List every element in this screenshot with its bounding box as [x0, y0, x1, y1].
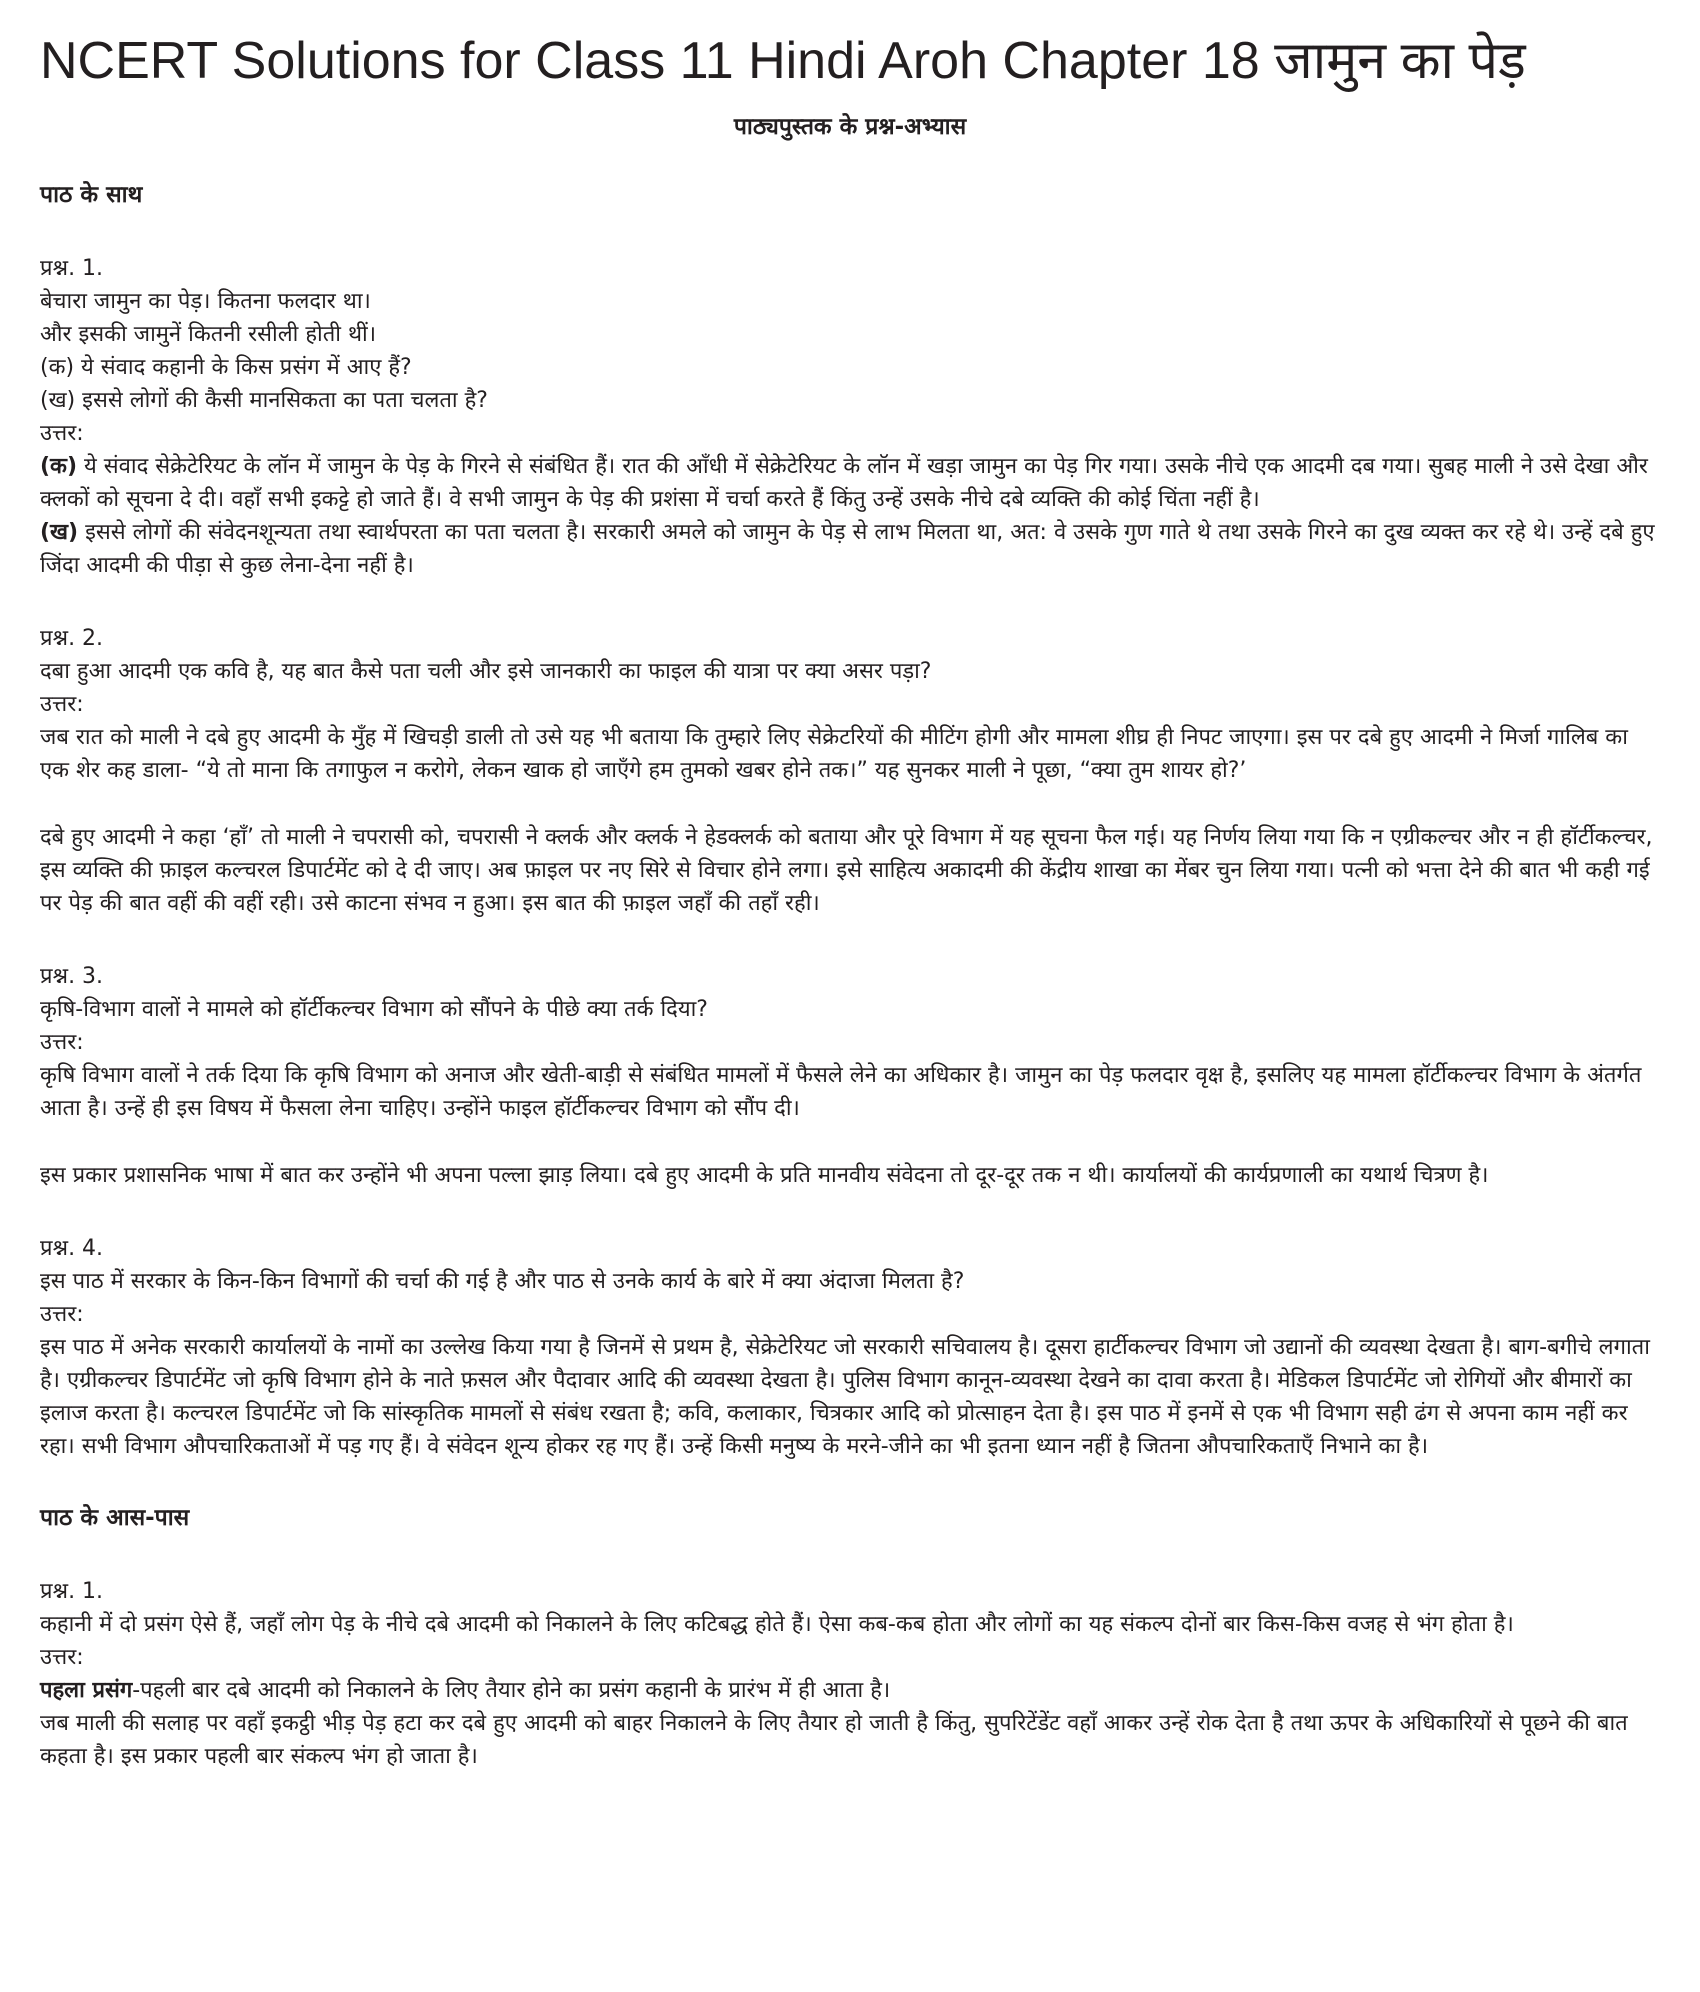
answer-part-label: पहला प्रसंग: [40, 1678, 133, 1703]
question-line: कृषि-विभाग वालों ने मामले को हॉर्टीकल्चर विभाग को सौंपने के पीछे क्या तर्क दिया?: [40, 997, 708, 1022]
answer-paragraph: [40, 1674, 1660, 1707]
question-line: कहानी में दो प्रसंग ऐसे हैं, जहाँ लोग पेड़ के नीचे दबे आदमी को निकालने के लिए कटिबद्ध होते हैं। ऐसा कब-कब होता और लोगों का यह संकल्प दोनों बार किस-किस वजह से भंग होता है।: [40, 1612, 1514, 1637]
paragraph-gap: [40, 1125, 1660, 1159]
answer-paragraph: [40, 516, 1660, 582]
question-block: [40, 622, 1660, 920]
answer-paragraph: इस प्रकार प्रशासनिक भाषा में बात कर उन्होंने भी अपना पल्ला झाड़ लिया। दबे हुए आदमी के प्रति मानवीय संवेदना तो दूर-दूर तक न थी। कार्यालयों की कार्यप्रणाली का यथार्थ चित्रण है।: [40, 1163, 1489, 1188]
question-block: [40, 1575, 1660, 1773]
question-number: प्रश्न. 1.: [40, 256, 104, 281]
question-number: प्रश्न. 2.: [40, 626, 104, 651]
question-block: [40, 1232, 1660, 1463]
answer-text: -पहली बार दबे आदमी को निकालने के लिए तैयार होने का प्रसंग कहानी के प्रारंभ में ही आता है।: [132, 1678, 891, 1703]
answer-label: उत्तर:: [40, 1302, 84, 1327]
answer-paragraph: जब माली की सलाह पर वहाँ इकट्ठी भीड़ पेड़ हटा कर दबे हुए आदमी को बाहर निकालने के लिए तैयार हो जाती है किंतु, सुपरिटेंडेंट वहाँ आकर उन्हें रोक देता है तथा ऊपर के अधिकारियों से पूछने की बात कहता है। इस प्रकार पहली बार संकल्प भंग हो जाता है।: [40, 1711, 1628, 1769]
section-heading: पाठ के साथ: [40, 182, 143, 208]
answer-label: उत्तर:: [40, 692, 84, 717]
answer-label: उत्तर:: [40, 421, 84, 446]
answer-paragraph: दबे हुए आदमी ने कहा ‘हाँ’ तो माली ने चपरासी को, चपरासी ने क्लर्क और क्लर्क ने हेडक्लर्क को बताया और पूरे विभाग में यह सूचना फैल गई। यह निर्णय लिया गया कि न एग्रीकल्चर और न ही हॉर्टीकल्चर, इस व्यक्ति की फ़ाइल कल्चरल डिपार्टमेंट को दे दी जाए। अब फ़ाइल पर नए सिरे से विचार होने लगा। इसे साहित्य अकादमी की केंद्रीय शाखा का मेंबर चुन लिया गया। पत्नी को भत्ता देने की बात भी कही गई पर पेड़ की बात वहीं की वहीं रही। उसे काटना संभव न हुआ। इस बात की फ़ाइल जहाँ की तहाँ रही।: [40, 825, 1653, 916]
paragraph-gap: [40, 787, 1660, 821]
page-subtitle: पाठ्यपुस्तक के प्रश्न-अभ्यास: [733, 114, 967, 140]
question-line: दबा हुआ आदमी एक कवि है, यह बात कैसे पता चली और इसे जानकारी का फाइल की यात्रा पर क्या असर पड़ा?: [40, 659, 932, 684]
question-line: (क) ये संवाद कहानी के किस प्रसंग में आए हैं?: [40, 355, 412, 380]
answer-paragraph: [40, 450, 1660, 516]
answer-part-label: (क): [40, 454, 78, 479]
question-number: प्रश्न. 1.: [40, 1579, 104, 1604]
question-line: बेचारा जामुन का पेड़। कितना फलदार था।: [40, 289, 371, 314]
question-line: (ख) इससे लोगों की कैसी मानसिकता का पता चलता है?: [40, 388, 488, 413]
question-block: [40, 252, 1660, 582]
section-heading: पाठ के आस-पास: [40, 1505, 190, 1531]
answer-text: इससे लोगों की संवेदनशून्यता तथा स्वार्थपरता का पता चलता है। सरकारी अमले को जामुन के पेड़ से लाभ मिलता था, अत: वे उसके गुण गाते थे तथा उसके गिरने का दुख व्यक्त कर रहे थे। उन्हें दबे हुए जिंदा आदमी की पीड़ा से कुछ लेना-देना नहीं है।: [40, 520, 1655, 578]
answer-label: उत्तर:: [40, 1030, 84, 1055]
question-number: प्रश्न. 3.: [40, 964, 104, 989]
question-block: [40, 960, 1660, 1192]
answer-label: उत्तर:: [40, 1645, 84, 1670]
answer-paragraph: इस पाठ में अनेक सरकारी कार्यालयों के नामों का उल्लेख किया गया है जिनमें से प्रथम है, सेक्रेटेरियट जो सरकारी सचिवालय है। दूसरा हार्टीकल्चर विभाग जो उद्यानों की व्यवस्था देखता है। बाग-बगीचे लगाता है। एग्रीकल्चर डिपार्टमेंट जो कृषि विभाग होने के नाते फ़सल और पैदावार आदि की व्यवस्था देखता है। पुलिस विभाग कानून-व्यवस्था देखने का दावा करता है। मेडिकल डिपार्टमेंट जो रोगियों और बीमारों का इलाज करता है। कल्चरल डिपार्टमेंट जो कि सांस्कृतिक मामलों से संबंध रखता है; कवि, कलाकार, चित्रकार आदि को प्रोत्साहन देता है। इस पाठ में इनमें से एक भी विभाग सही ढंग से अपना काम नहीं कर रहा। सभी विभाग औपचारिकताओं में पड़ गए हैं। वे संवेदन शून्य होकर रह गए हैं। उन्हें किसी मनुष्य के मरने-जीने का भी इतना ध्यान नहीं है जितना औपचारिकताएँ निभाने का है।: [40, 1335, 1650, 1459]
answer-paragraph: कृषि विभाग वालों ने तर्क दिया कि कृषि विभाग को अनाज और खेती-बाड़ी से संबंधित मामलों में फैसले लेने का अधिकार है। जामुन का पेड़ फलदार वृक्ष है, इसलिए यह मामला हॉर्टीकल्चर विभाग के अंतर्गत आता है। उन्हें ही इस विषय में फैसला लेना चाहिए। उन्होंने फाइल हॉर्टीकल्चर विभाग को सौंप दी।: [40, 1063, 1642, 1121]
answer-paragraph: जब रात को माली ने दबे हुए आदमी के मुँह में खिचड़ी डाली तो उसे यह भी बताया कि तुम्हारे लिए सेक्रेटरियों की मीटिंग होगी और मामला शीघ्र ही निपट जाएगा। इस पर दबे हुए आदमी ने मिर्जा गालिब का एक शेर कह डाला- “ये तो माना कि तगाफुल न करोगे, लेकन खाक हो जाएँगे हम तुमको खबर होने तक।” यह सुनकर माली ने पूछा, “क्या तुम शायर हो?’: [40, 725, 1628, 783]
answer-text: ये संवाद सेक्रेटेरियट के लॉन में जामुन के पेड़ के गिरने से संबंधित हैं। रात की आँधी में सेक्रेटेरियट के लॉन में खड़ा जामुन का पेड़ गिर गया। उसके नीचे एक आदमी दब गया। सुबह माली ने उसे देखा और क्लकों को सूचना दे दी। वहाँ सभी इकट्टे हो जाते हैं। वे सभी जामुन के पेड़ की प्रशंसा में चर्चा करते हैं किंतु उन्हें उसके नीचे दबे व्यक्ति की कोई चिंता नहीं है।: [40, 454, 1648, 512]
question-number: प्रश्न. 4.: [40, 1236, 104, 1261]
page-title: NCERT Solutions for Class 11 Hindi Aroh Chapter 18 जामुन का पेड़: [40, 32, 1526, 90]
answer-part-label: (ख): [40, 520, 79, 545]
question-line: इस पाठ में सरकार के किन-किन विभागों की चर्चा की गई है और पाठ से उनके कार्य के बारे में क्या अंदाजा मिलता है?: [40, 1269, 965, 1294]
question-line: और इसकी जामुनें कितनी रसीली होती थीं।: [40, 322, 377, 347]
